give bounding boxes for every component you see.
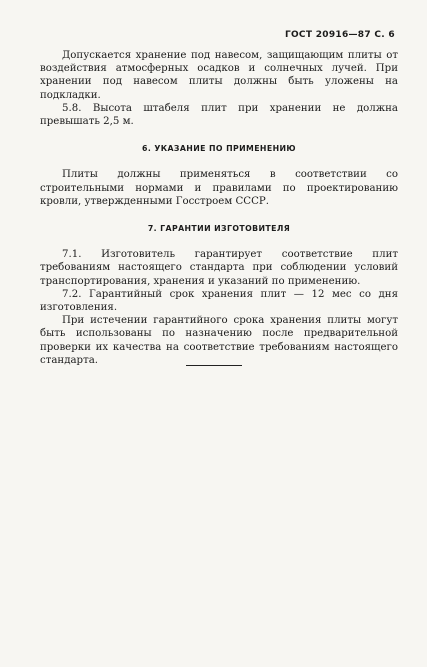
section-6-title: 6. УКАЗАНИЕ ПО ПРИМЕНЕНИЮ (142, 144, 296, 154)
document-body (40, 49, 398, 367)
paragraph-7-expiry: При истечении гарантийного срока хранения плиты могут быть использованы по назначению после предварительной проверки их качества на соответствие требованиям настоящего стандарта. (40, 315, 398, 366)
paragraph-5-8: 5.8. Высота штабеля плит при хранении не должна превышать 2,5 м. (40, 102, 398, 128)
paragraph-6-usage: Плиты должны применяться в соответствии со строительными нормами и правилами по проектированию кровли, утвержденными Госстроем СССР. (40, 169, 398, 207)
paragraph-7-2: 7.2. Гарантийный срок хранения плит — 12 мес со дня изготовления. (40, 288, 398, 314)
section-7-title: 7. ГАРАНТИИ ИЗГОТОВИТЕЛЯ (147, 224, 291, 234)
paragraph-7-1: 7.1. Изготовитель гарантирует соответствие плит требованиям настоящего стандарта при соблюдении условий транспортирования, хранения и указаний по применению. (40, 249, 398, 287)
paragraph-storage-shelter: Допускается хранение под навесом, защищающим плиты от воздействия атмосферных осадков и солнечных лучей. При хранении под навесом плиты должны быть уложены на подкладки. (40, 50, 398, 101)
end-divider (186, 365, 242, 366)
page-header: ГОСТ 20916—87 С. 6 (284, 30, 395, 40)
